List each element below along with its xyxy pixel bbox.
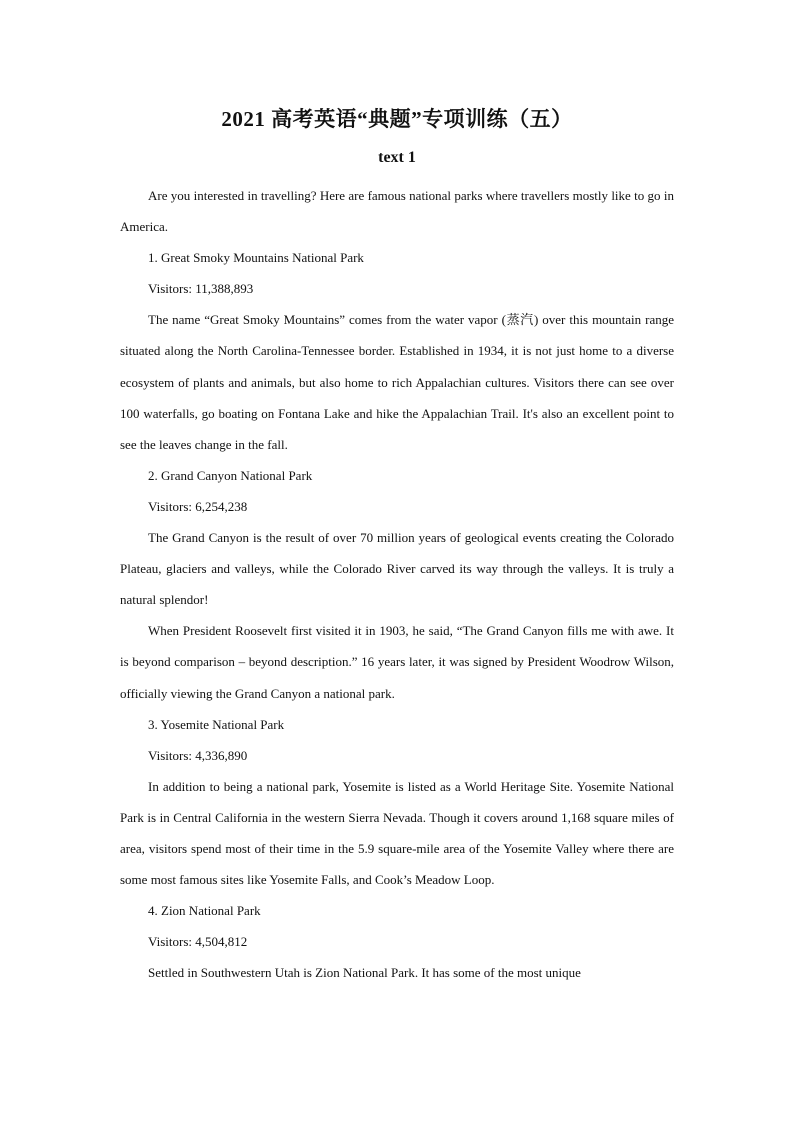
park-heading-yosemite: 3. Yosemite National Park bbox=[148, 716, 285, 732]
intro-paragraph: Are you interested in travelling? Here are famous national parks where travellers mostly like to go in America. bbox=[120, 188, 674, 235]
paragraph-grand-canyon-roosevelt: When President Roosevelt first visited it in 1903, he said, “The Grand Canyon fills me with awe. It is beyond comparison – beyond description.” 16 years later, it was signed by President Woodrow Wilson, officially viewing the Grand Canyon a national park. bbox=[120, 623, 674, 701]
paragraph-zion: Settled in Southwestern Utah is Zion National Park. It has some of the most unique bbox=[148, 965, 581, 981]
visitor-count-grand-canyon: Visitors: 6,254,238 bbox=[148, 498, 248, 514]
visitor-count-great-smoky: Visitors: 11,388,893 bbox=[148, 281, 254, 297]
visitor-count-yosemite: Visitors: 4,336,890 bbox=[148, 747, 248, 763]
paragraph-grand-canyon: The Grand Canyon is the result of over 70 million years of geological events creating the Colorado Plateau, glaciers and valleys, while the Colorado River carved its way through the valleys. It is truly a natural splendor! bbox=[120, 530, 674, 608]
visitor-count-zion: Visitors: 4,504,812 bbox=[148, 934, 248, 950]
park-heading-zion: 4. Zion National Park bbox=[148, 903, 261, 919]
document-body bbox=[120, 180, 674, 988]
paragraph-great-smoky: The name “Great Smoky Mountains” comes from the water vapor (蒸汽) over this mountain range situated along the North Carolina-Tennessee border. Established in 1934, it is not just home to a diverse ecosystem of plants and animals, but also home to rich Appalachian cultures. Visitors there can see over 100 waterfalls, go boating on Fontana Lake and hike the Appalachian Trail. It's also an excellent point to see the leaves change in the fall. bbox=[120, 312, 674, 452]
section-heading: text 1 bbox=[378, 149, 416, 166]
park-heading-grand-canyon: 2. Grand Canyon National Park bbox=[148, 467, 313, 483]
page-title: 2021 高考英语“典题”专项训练（五） bbox=[221, 107, 573, 131]
park-heading-great-smoky: 1. Great Smoky Mountains National Park bbox=[148, 250, 364, 266]
paragraph-yosemite: In addition to being a national park, Yosemite is listed as a World Heritage Site. Yosemite National Park is in Central California in the western Sierra Nevada. Though it covers around 1,168 square miles of area, visitors spend most of their time in the 5.9 square-mile area of the Yosemite Valley where there are some most famous sites like Yosemite Falls, and Cook’s Meadow Loop. bbox=[120, 778, 674, 888]
